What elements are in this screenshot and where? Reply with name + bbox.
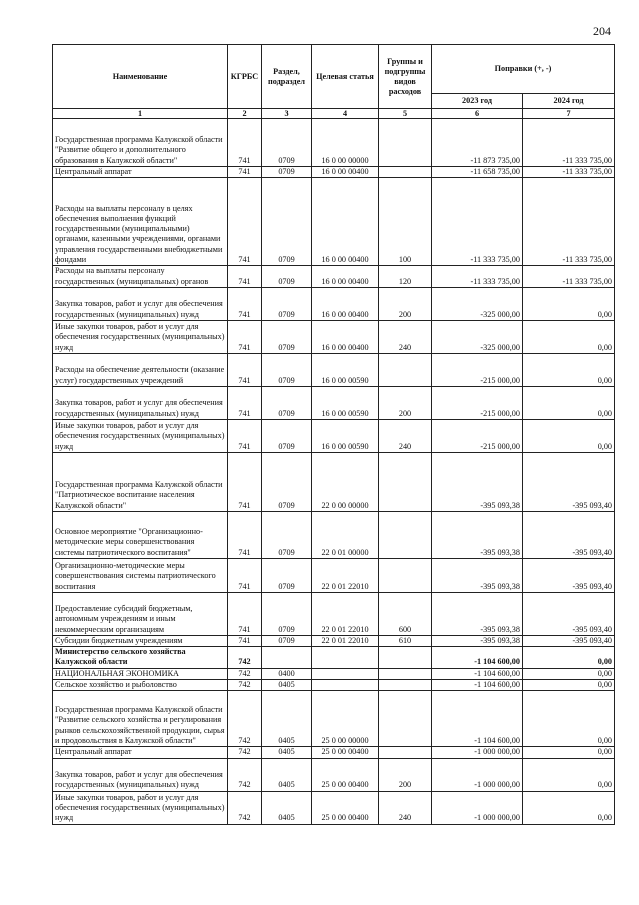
row-group: 100 (379, 178, 432, 266)
row-target: 22 0 01 00000 (312, 511, 379, 558)
row-kgrbs: 741 (228, 452, 262, 511)
row-group (379, 691, 432, 747)
row-section: 0405 (262, 758, 312, 791)
row-target: 25 0 00 00000 (312, 691, 379, 747)
row-name: Центральный аппарат (53, 167, 228, 178)
row-amount-2023: -395 093,38 (432, 635, 523, 646)
row-name: Министерство сельского хозяйства Калужской области (53, 647, 228, 669)
row-kgrbs: 741 (228, 119, 262, 167)
row-kgrbs: 741 (228, 419, 262, 452)
col-num-1: 1 (53, 109, 228, 119)
table-row (53, 758, 615, 791)
table-row (53, 320, 615, 353)
row-group: 200 (379, 758, 432, 791)
row-amount-2023: -1 000 000,00 (432, 758, 523, 791)
row-target: 16 0 00 00400 (312, 167, 379, 178)
row-group: 610 (379, 635, 432, 646)
row-section: 0709 (262, 592, 312, 635)
row-name: Основное мероприятие "Организационно-методические меры совершенствования системы патриотического воспитания" (53, 511, 228, 558)
row-kgrbs: 741 (228, 558, 262, 592)
row-name: Закупка товаров, работ и услуг для обеспечения государственных (муниципальных) нужд (53, 287, 228, 320)
col-num-5: 5 (379, 109, 432, 119)
row-group: 600 (379, 592, 432, 635)
row-section: 0405 (262, 680, 312, 691)
row-section: 0405 (262, 747, 312, 758)
row-target: 16 0 00 00400 (312, 320, 379, 353)
row-section (262, 647, 312, 669)
row-section: 0709 (262, 353, 312, 386)
row-amount-2023: -215 000,00 (432, 419, 523, 452)
row-target: 25 0 00 00400 (312, 791, 379, 824)
row-amount-2023: -215 000,00 (432, 386, 523, 419)
row-name: Сельское хозяйство и рыболовство (53, 680, 228, 691)
row-section: 0400 (262, 668, 312, 679)
table-row (53, 647, 615, 669)
col-num-6: 6 (432, 109, 523, 119)
row-target: 16 0 00 00590 (312, 353, 379, 386)
row-name: Государственная программа Калужской области "Патриотическое воспитание населения Калужской области" (53, 452, 228, 511)
table-row (53, 747, 615, 758)
row-group: 120 (379, 266, 432, 288)
row-amount-2023: -11 333 735,00 (432, 178, 523, 266)
row-section: 0405 (262, 791, 312, 824)
row-amount-2023: -395 093,38 (432, 592, 523, 635)
table-row (53, 511, 615, 558)
row-group (379, 511, 432, 558)
row-section: 0709 (262, 178, 312, 266)
table-header (53, 45, 615, 119)
header-section: Раздел, подраздел (262, 45, 312, 109)
row-amount-2023: -395 093,38 (432, 558, 523, 592)
row-group (379, 680, 432, 691)
row-kgrbs: 742 (228, 758, 262, 791)
row-target (312, 680, 379, 691)
row-amount-2024: -395 093,40 (523, 592, 615, 635)
row-group (379, 353, 432, 386)
row-amount-2023: -1 104 600,00 (432, 668, 523, 679)
col-num-3: 3 (262, 109, 312, 119)
row-kgrbs: 741 (228, 167, 262, 178)
row-target: 16 0 00 00400 (312, 287, 379, 320)
row-amount-2023: -1 000 000,00 (432, 791, 523, 824)
row-amount-2023: -395 093,38 (432, 511, 523, 558)
table-row (53, 167, 615, 178)
table-row (53, 266, 615, 288)
header-year-2024: 2024 год (523, 94, 615, 109)
table-row (53, 680, 615, 691)
row-name: Иные закупки товаров, работ и услуг для обеспечения государственных (муниципальных) нужд (53, 419, 228, 452)
row-amount-2023: -215 000,00 (432, 353, 523, 386)
table-row (53, 558, 615, 592)
row-group: 240 (379, 419, 432, 452)
row-kgrbs: 742 (228, 680, 262, 691)
row-amount-2024: -395 093,40 (523, 511, 615, 558)
row-name: Государственная программа Калужской области "Развитие общего и дополнительного образования в Калужской области" (53, 119, 228, 167)
row-target: 22 0 01 22010 (312, 635, 379, 646)
row-section: 0709 (262, 386, 312, 419)
row-group: 240 (379, 320, 432, 353)
row-amount-2024: 0,00 (523, 320, 615, 353)
table-row (53, 178, 615, 266)
row-name: Расходы на выплаты персоналу в целях обеспечения выполнения функций государственными (муниципальными) органами, казенными учреждениями, органами управления государственными внебюджетными фондами (53, 178, 228, 266)
row-amount-2024: 0,00 (523, 353, 615, 386)
row-section: 0709 (262, 167, 312, 178)
row-amount-2024: 0,00 (523, 386, 615, 419)
row-name: Иные закупки товаров, работ и услуг для обеспечения государственных (муниципальных) нужд (53, 320, 228, 353)
row-target: 16 0 00 00590 (312, 419, 379, 452)
row-target: 22 0 00 00000 (312, 452, 379, 511)
row-group (379, 668, 432, 679)
row-name: Закупка товаров, работ и услуг для обеспечения государственных (муниципальных) нужд (53, 758, 228, 791)
row-amount-2024: 0,00 (523, 680, 615, 691)
row-amount-2024: 0,00 (523, 691, 615, 747)
row-amount-2024: 0,00 (523, 647, 615, 669)
header-year-2023: 2023 год (432, 94, 523, 109)
row-amount-2023: -11 333 735,00 (432, 266, 523, 288)
row-amount-2023: -1 104 600,00 (432, 680, 523, 691)
table-row (53, 386, 615, 419)
header-kgrbs: КГРБС (228, 45, 262, 109)
table-row (53, 353, 615, 386)
row-name: НАЦИОНАЛЬНАЯ ЭКОНОМИКА (53, 668, 228, 679)
table-row (53, 419, 615, 452)
row-section: 0405 (262, 691, 312, 747)
row-kgrbs: 741 (228, 178, 262, 266)
row-amount-2024: -11 333 735,00 (523, 119, 615, 167)
row-target: 25 0 00 00400 (312, 758, 379, 791)
header-target: Целевая статья (312, 45, 379, 109)
row-amount-2024: -11 333 735,00 (523, 266, 615, 288)
col-num-2: 2 (228, 109, 262, 119)
table-row (53, 635, 615, 646)
row-amount-2024: -395 093,40 (523, 558, 615, 592)
row-section: 0709 (262, 511, 312, 558)
row-amount-2024: -395 093,40 (523, 635, 615, 646)
row-amount-2024: -11 333 735,00 (523, 178, 615, 266)
row-kgrbs: 741 (228, 635, 262, 646)
row-amount-2023: -325 000,00 (432, 320, 523, 353)
row-kgrbs: 741 (228, 320, 262, 353)
row-kgrbs: 742 (228, 691, 262, 747)
row-amount-2023: -1 104 600,00 (432, 691, 523, 747)
row-kgrbs: 741 (228, 386, 262, 419)
row-section: 0709 (262, 635, 312, 646)
row-name: Центральный аппарат (53, 747, 228, 758)
table-row (53, 592, 615, 635)
header-name: Наименование (53, 45, 228, 109)
row-kgrbs: 741 (228, 592, 262, 635)
row-amount-2023: -325 000,00 (432, 287, 523, 320)
row-kgrbs: 741 (228, 266, 262, 288)
row-amount-2023: -1 104 600,00 (432, 647, 523, 669)
row-kgrbs: 741 (228, 287, 262, 320)
row-name: Субсидии бюджетным учреждениям (53, 635, 228, 646)
row-name: Организационно-методические меры совершенствования системы патриотического воспитания (53, 558, 228, 592)
row-kgrbs: 742 (228, 791, 262, 824)
table-row (53, 691, 615, 747)
table-row (53, 119, 615, 167)
row-kgrbs: 742 (228, 647, 262, 669)
row-amount-2024: 0,00 (523, 668, 615, 679)
table-row (53, 452, 615, 511)
row-amount-2023: -11 873 735,00 (432, 119, 523, 167)
row-group (379, 747, 432, 758)
row-amount-2023: -395 093,38 (432, 452, 523, 511)
row-target: 16 0 00 00000 (312, 119, 379, 167)
row-amount-2024: 0,00 (523, 747, 615, 758)
row-target (312, 668, 379, 679)
row-target: 25 0 00 00400 (312, 747, 379, 758)
row-amount-2024: 0,00 (523, 758, 615, 791)
row-section: 0709 (262, 452, 312, 511)
row-group: 200 (379, 386, 432, 419)
row-target: 16 0 00 00400 (312, 266, 379, 288)
col-num-7: 7 (523, 109, 615, 119)
table-row (53, 668, 615, 679)
header-amendments: Поправки (+, -) (432, 45, 615, 94)
row-name: Предоставление субсидий бюджетным, автономным учреждениям и иным некоммерческим организациям (53, 592, 228, 635)
row-amount-2024: 0,00 (523, 287, 615, 320)
row-group (379, 452, 432, 511)
row-group: 240 (379, 791, 432, 824)
table-body (53, 119, 615, 825)
row-target: 16 0 00 00400 (312, 178, 379, 266)
row-amount-2023: -11 658 735,00 (432, 167, 523, 178)
row-target: 22 0 01 22010 (312, 558, 379, 592)
row-kgrbs: 742 (228, 668, 262, 679)
row-target (312, 647, 379, 669)
row-name: Иные закупки товаров, работ и услуг для обеспечения государственных (муниципальных) нужд (53, 791, 228, 824)
row-group: 200 (379, 287, 432, 320)
row-section: 0709 (262, 266, 312, 288)
row-section: 0709 (262, 558, 312, 592)
row-group (379, 119, 432, 167)
table-row (53, 287, 615, 320)
row-amount-2024: 0,00 (523, 791, 615, 824)
row-target: 16 0 00 00590 (312, 386, 379, 419)
col-num-4: 4 (312, 109, 379, 119)
row-section: 0709 (262, 419, 312, 452)
row-group (379, 167, 432, 178)
row-section: 0709 (262, 119, 312, 167)
row-name: Расходы на выплаты персоналу государственных (муниципальных) органов (53, 266, 228, 288)
row-name: Расходы на обеспечение деятельности (оказание услуг) государственных учреждений (53, 353, 228, 386)
budget-table (52, 44, 615, 825)
page-number: 204 (593, 24, 611, 38)
table-row (53, 791, 615, 824)
row-group (379, 558, 432, 592)
row-amount-2024: 0,00 (523, 419, 615, 452)
row-amount-2024: -395 093,40 (523, 452, 615, 511)
row-group (379, 647, 432, 669)
row-name: Закупка товаров, работ и услуг для обеспечения государственных (муниципальных) нужд (53, 386, 228, 419)
row-amount-2023: -1 000 000,00 (432, 747, 523, 758)
row-section: 0709 (262, 287, 312, 320)
row-target: 22 0 01 22010 (312, 592, 379, 635)
row-section: 0709 (262, 320, 312, 353)
row-name: Государственная программа Калужской области "Развитие сельского хозяйства и регулирования рынков сельскохозяйственной продукции, сырья и продовольствия в Калужской области" (53, 691, 228, 747)
row-kgrbs: 741 (228, 353, 262, 386)
row-kgrbs: 741 (228, 511, 262, 558)
row-amount-2024: -11 333 735,00 (523, 167, 615, 178)
header-groups: Группы и подгруппы видов расходов (379, 45, 432, 109)
row-kgrbs: 742 (228, 747, 262, 758)
